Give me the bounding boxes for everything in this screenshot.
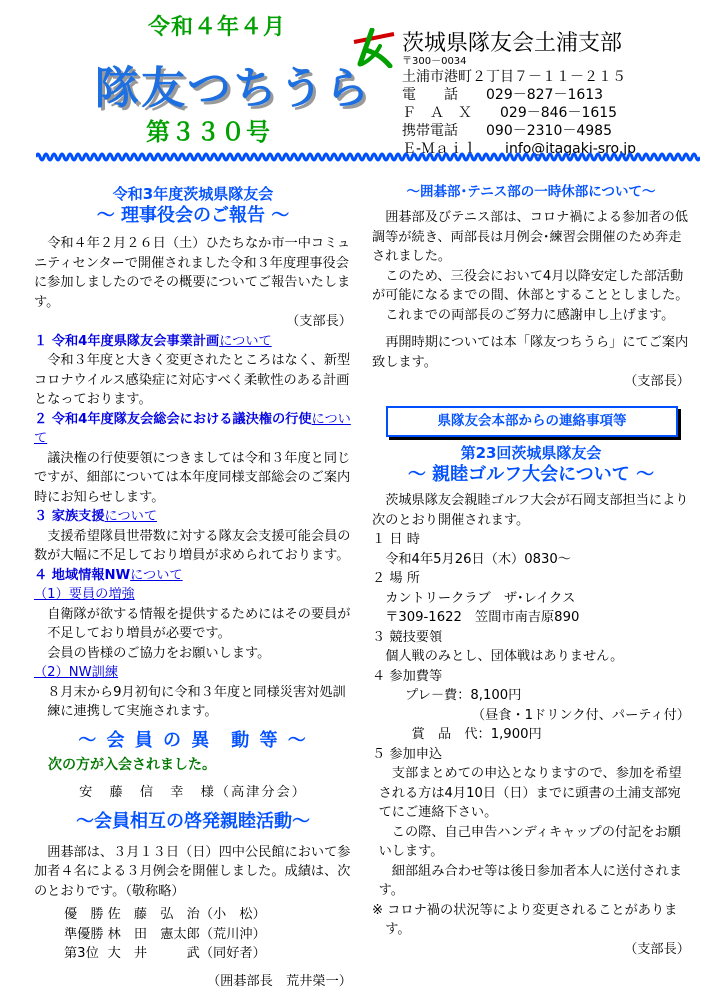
table-row: 優 勝 佐 藤 弘 治（小 松） [64, 907, 266, 922]
golf-fee-note: （昼食・1ドリンク付、パーティ付） [471, 707, 690, 723]
results-table [64, 905, 270, 964]
section-1-title: １ 令和4年度県隊友会事業計画 [34, 333, 220, 349]
members-title: ～ 会 員 の 異 動 等 ～ [78, 729, 308, 751]
email: Ｅ-Ｍａｉｌ info@itagaki-sro.jp [402, 141, 637, 157]
section-1-heading [34, 332, 352, 352]
golf-item-3: ３ 競技要領 [372, 629, 443, 645]
section-4-heading [34, 566, 352, 586]
fax: Ｆ Ａ Ｘ 029－846－1615 [402, 105, 618, 121]
section-2-heading [34, 410, 352, 449]
section-4-sub2-body: ８月末から9月初旬に令和３年度と同様災害対処訓練に連携して実施されます。 [47, 684, 346, 719]
organization-name: 茨城県隊友会土浦支部 [402, 31, 623, 56]
section-2-body: 議決権の行使要領につきましては令和３年度と同じですが、細部については本年度同様支部総会のご案内時にお知らせします。 [34, 450, 351, 505]
section-1-body: 令和３年度と大きく変更されたところはなく、新型コロナウイルス感染症に対応すべく柔軟性のある計画となっております。 [34, 353, 351, 407]
postal-code: 〒300－0034 [402, 56, 467, 67]
pause-para-4: 再開時期については本「隊友つちうら」にてご案内致します。 [372, 335, 689, 370]
golf-title-line1: 第23回茨城県隊友会 [460, 444, 602, 462]
section-2-title: ２ 令和4年度隊友会総会における議決権の行使 [34, 411, 312, 427]
golf-item-1-value: 令和4年5月26日（木）0830～ [385, 551, 571, 567]
golf-item-2-value2: 〒309-1622 笠間市南吉原890 [385, 610, 580, 625]
activity-title: ～会員相互の啓発親睦活動～ [76, 810, 310, 832]
pause-para-2: このため、三役会において4月以降安定した部活動が可能になるまでの間、休部とすることとしました。 [372, 268, 689, 303]
notice-box: 県隊友会本部からの連絡事項等 [386, 406, 678, 438]
report-signature: （支部長） [286, 314, 352, 329]
golf-apply-1: 支部まとめての申込となりますので、参加を希望される方は4月10日（日）までに頭書の土浦支部宛てにご連絡下さい。 [378, 766, 682, 820]
pause-signature: （支部長） [624, 374, 690, 389]
issue-number: 第３３０号 [146, 118, 271, 146]
golf-apply-3: 細部組み合わせ等は後日参加者本人に送付されます。 [378, 863, 682, 898]
golf-prize-fee: 賞 品 代：1,900円 [411, 727, 542, 742]
golf-title-line2: ～ 親睦ゴルフ大会について ～ [407, 464, 655, 485]
section-4-sub1-body2: 会員の皆様のご協力をお願いします。 [47, 645, 271, 661]
section-4-sub1-body1: 自衛隊が欲する情報を提供するためにはその要員が不足しており増員が必要です。 [47, 606, 351, 641]
phone: 電 話 029－827－1613 [402, 87, 604, 103]
right-column [372, 182, 690, 959]
section-3-heading [34, 507, 352, 527]
golf-fee: プレ－費：8,100円 [405, 688, 522, 703]
contact-info [402, 56, 702, 158]
golf-apply-2: この際、自己申告ハンディキャップの付記をお願いします。 [378, 824, 681, 859]
section-3-tail: について [104, 509, 158, 524]
new-member-name: 安 藤 信 幸 様（高津分会） [79, 785, 307, 800]
section-1-tail: について [219, 333, 272, 349]
golf-item-1: １ 日 時 [372, 532, 420, 547]
section-4-tail: について [130, 567, 183, 583]
section-4-title: ４ 地域情報NW [34, 567, 131, 583]
report-title-line2: ～ 理事役会のご報告 ～ [96, 205, 290, 226]
section-4-sub1: （1）要員の増強 [34, 587, 135, 602]
section-3-body: 支援希望隊員世帯数に対する隊友会支援可能会員の数が大幅に不足しており増員が求められております。 [34, 528, 351, 563]
golf-item-5: ５ 参加申込 [372, 746, 443, 762]
table-row: 第3位 大 井 武（同好者） [64, 946, 266, 961]
section-2-tail: について [34, 411, 351, 446]
mobile-phone: 携帯電話 090－2310－4985 [402, 123, 612, 139]
wave-divider [36, 150, 700, 164]
section-3-title: ３ 家族支援 [34, 509, 105, 524]
taiyukai-logo-icon [350, 28, 398, 68]
golf-note: ※ コロナ禍の状況等により変更されることがあります。 [372, 902, 678, 937]
pause-para-1: 囲碁部及びテニス部は、コロナ禍による参加者の低調等が続き、両部長は月例会･練習会開催のため奔走されました。 [372, 210, 688, 264]
golf-intro: 茨城県隊友会親睦ゴルフ大会が石岡支部担当により次のとおり開催されます。 [372, 493, 689, 528]
members-line: 次の方が入会されました。 [48, 756, 216, 773]
golf-signature: （支部長） [624, 941, 690, 957]
golf-item-4: ４ 参加費等 [372, 668, 443, 684]
golf-item-3-value: 個人戦のみとし、団体戦はありません。 [385, 649, 624, 664]
newsletter-title: 隊友つちうら [95, 63, 371, 114]
pause-title: ～囲碁部･テニス部の一時休部について～ [406, 184, 656, 200]
activity-body: 囲碁部は、３月１３日（日）四中公民館において参加者４名による３月例会を開催しました。成績は、次のとおりです。（敬称略） [34, 844, 351, 899]
left-column [34, 184, 352, 991]
golf-item-2-value1: カントリークラブ ザ･レイクス [385, 590, 576, 606]
section-4-sub2: （2）NW訓練 [34, 665, 119, 680]
table-row: 準優勝 林 田 憲太郎（荒川沖） [64, 926, 266, 942]
activity-signature: （囲碁部長 荒井榮一） [206, 973, 352, 989]
pause-para-3: これまでの両部長のご努力に感謝申し上げます。 [385, 307, 675, 323]
report-title-line1: 令和3年度茨城県隊友会 [112, 185, 274, 203]
address: 土浦市港町２丁目７－１１－２１５ [402, 69, 626, 85]
golf-item-2: ２ 場 所 [372, 571, 420, 586]
report-body: 令和４年２月２６日（土）ひたちなか市一中コミュニティセンターで開催されました令和３年度理事役会に参加しましたのでその概要についてご報告いたします。 [34, 236, 351, 310]
issue-date: 令和４年４月 [148, 15, 287, 40]
